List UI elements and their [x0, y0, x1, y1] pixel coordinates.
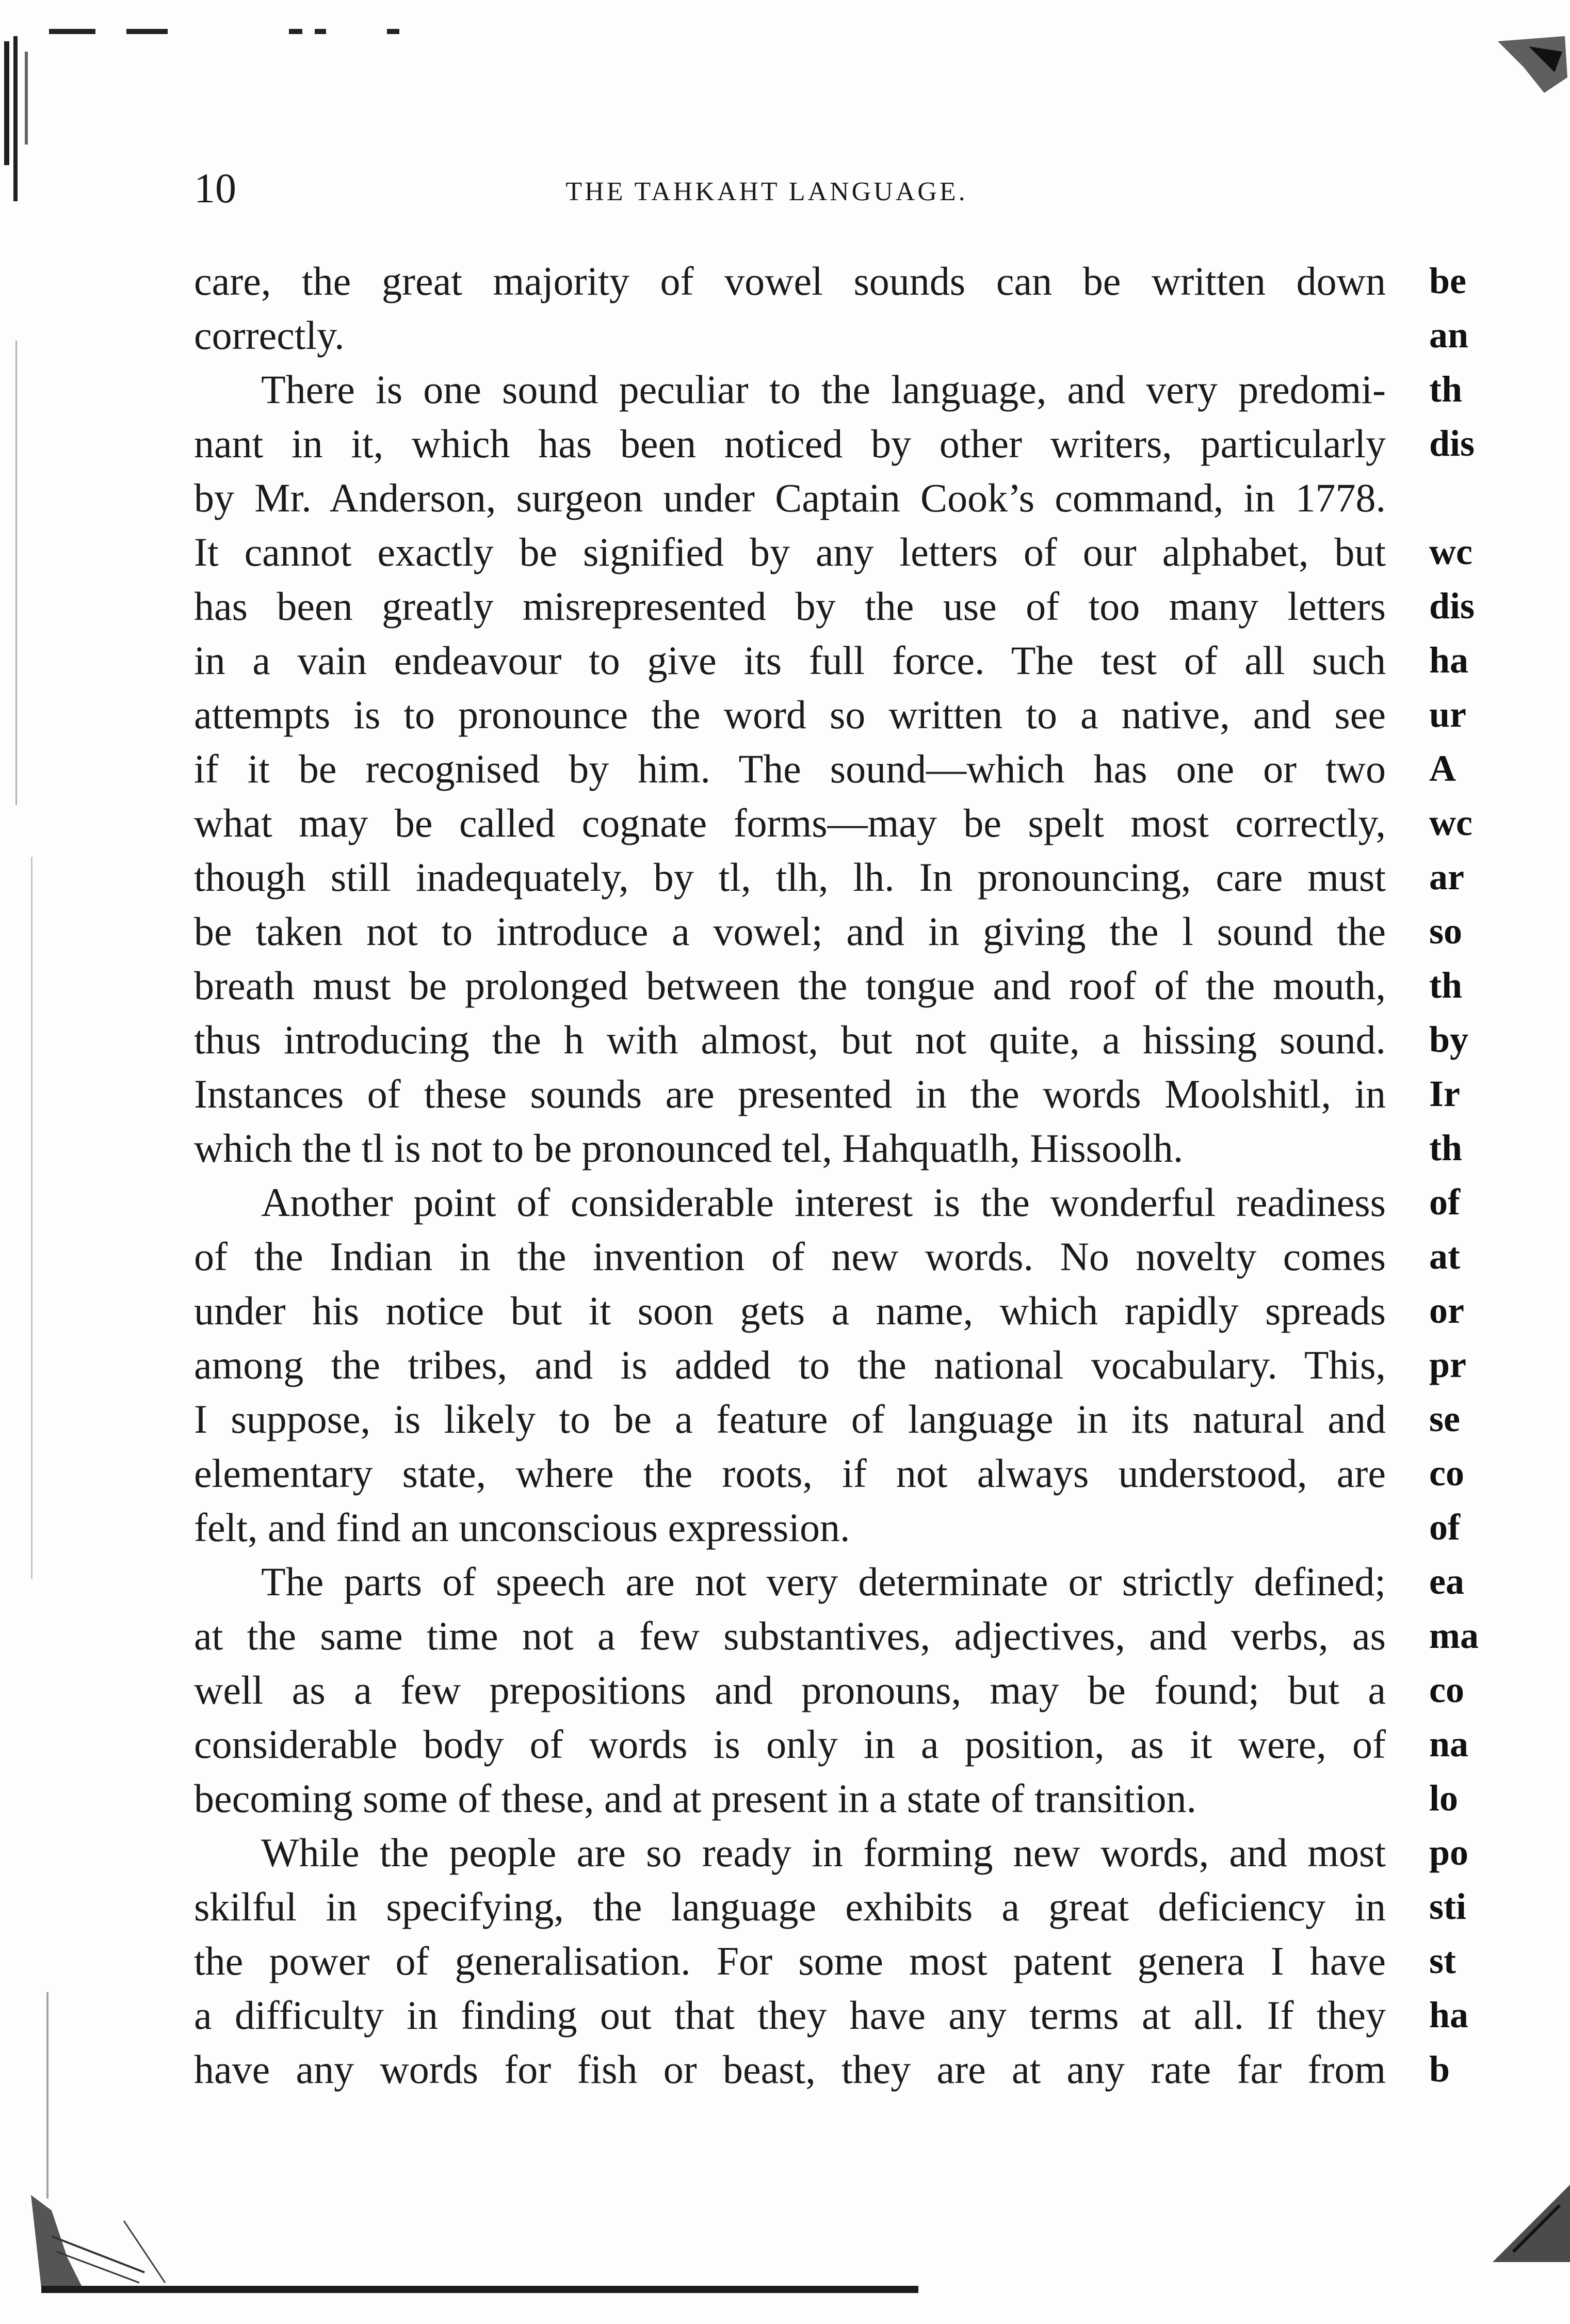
- text-line: well as a few prepositions and pronouns, may be found; but a: [194, 1668, 1386, 1712]
- adjacent-fragment: st: [1429, 1940, 1456, 1981]
- binding-edge-artifact: [0, 31, 62, 2266]
- text-line: under his notice but it soon gets a name, which rapidly spreads: [194, 1288, 1386, 1333]
- text-line: thus introducing the h with almost, but not quite, a hissing sound.: [194, 1017, 1386, 1062]
- adjacent-fragment: ar: [1429, 856, 1464, 897]
- text-line: have any words for fish or beast, they are at any rate far from: [194, 2047, 1386, 2092]
- text-line: by Mr. Anderson, surgeon under Captain Cook’s command, in 1778.: [194, 475, 1386, 520]
- adjacent-fragment: co: [1429, 1452, 1464, 1494]
- text-line: though still inadequately, by tl, tlh, lh. In pronouncing, care must: [194, 855, 1386, 900]
- running-title: THE TAHKAHT LANGUAGE.: [565, 177, 968, 206]
- text-line: at the same time not a few substantives, adjectives, and verbs, as: [194, 1613, 1386, 1658]
- text-line: what may be called cognate forms—may be spelt most correctly,: [194, 800, 1386, 845]
- text-line: becoming some of these, and at present in a state of transition.: [194, 1776, 1196, 1821]
- adjacent-fragment: se: [1429, 1398, 1460, 1439]
- paragraph-2: [194, 362, 1386, 1175]
- text-line: Another point of considerable interest is the wonderful readiness: [261, 1180, 1386, 1225]
- adjacent-fragment: at: [1429, 1236, 1460, 1277]
- adjacent-fragment: wc: [1429, 531, 1472, 572]
- scan-artifact-top: [0, 0, 1570, 46]
- text-line: While the people are so ready in forming new words, and most: [261, 1830, 1386, 1875]
- adjacent-fragment: of: [1429, 1506, 1460, 1548]
- text-line: considerable body of words is only in a position, as it were, of: [194, 1722, 1386, 1767]
- adjacent-fragment: pr: [1429, 1344, 1466, 1385]
- text-line: be taken not to introduce a vowel; and in giving the l sound the: [194, 909, 1386, 954]
- text-line: skilful in specifying, the language exhibits a great deficiency in: [194, 1884, 1386, 1929]
- adjacent-fragment: ha: [1429, 639, 1469, 681]
- adjacent-fragment: [1429, 471, 1570, 525]
- text-line: attempts is to pronounce the word so written to a native, and see: [194, 692, 1386, 737]
- text-line: There is one sound peculiar to the language, and very predomi-: [261, 367, 1386, 412]
- adjacent-fragment: po: [1429, 1832, 1469, 1873]
- text-line: The parts of speech are not very determinate or strictly defined;: [261, 1559, 1386, 1604]
- text-line: nant in it, which has been noticed by other writers, particularly: [194, 421, 1386, 466]
- page-number: 10: [194, 165, 236, 212]
- paragraph-5: [194, 1825, 1386, 2096]
- scan-artifact-bottom-right: [1472, 2143, 1570, 2262]
- text-line: if it be recognised by him. The sound—which has one or two: [194, 746, 1386, 791]
- adjacent-fragment: an: [1429, 314, 1469, 356]
- text-line: correctly.: [194, 313, 345, 358]
- adjacent-fragment: co: [1429, 1669, 1464, 1710]
- adjacent-fragment: A: [1429, 748, 1456, 789]
- adjacent-fragment: dis: [1429, 585, 1475, 627]
- adjacent-fragment: lo: [1429, 1777, 1459, 1819]
- adjacent-fragment: b: [1429, 2048, 1450, 2090]
- adjacent-fragment: or: [1429, 1290, 1464, 1331]
- adjacent-fragment: ha: [1429, 1994, 1469, 2035]
- adjacent-fragment: th: [1429, 368, 1463, 410]
- adjacent-fragment: by: [1429, 1019, 1469, 1060]
- text-line: in a vain endeavour to give its full force. The test of all such: [194, 638, 1386, 683]
- text-line: a difficulty in finding out that they have any terms at all. If they: [194, 1993, 1386, 2038]
- adjacent-page-fragments: [1429, 254, 1570, 2096]
- adjacent-fragment: of: [1429, 1181, 1460, 1223]
- text-line: I suppose, is likely to be a feature of language in its natural and: [194, 1397, 1386, 1441]
- scan-artifact-bottom-rule: [41, 2286, 918, 2293]
- adjacent-fragment: na: [1429, 1723, 1469, 1765]
- text-line: elementary state, where the roots, if not always understood, are: [194, 1451, 1386, 1496]
- text-line: among the tribes, and is added to the national vocabulary. This,: [194, 1342, 1386, 1387]
- adjacent-fragment: dis: [1429, 423, 1475, 464]
- adjacent-fragment: so: [1429, 910, 1463, 952]
- adjacent-fragment: ur: [1429, 694, 1466, 735]
- paragraph-4: [194, 1554, 1386, 1825]
- text-line: felt, and find an unconscious expression.: [194, 1505, 850, 1550]
- scan-artifact-top-right: [1467, 31, 1570, 103]
- body-text: [194, 254, 1386, 2096]
- paragraph-3: [194, 1175, 1386, 1554]
- adjacent-fragment: ma: [1429, 1615, 1479, 1656]
- adjacent-fragment: wc: [1429, 802, 1472, 843]
- text-line: has been greatly misrepresented by the use of too many letters: [194, 584, 1386, 629]
- adjacent-fragment: ea: [1429, 1561, 1464, 1602]
- adjacent-fragment: th: [1429, 1127, 1463, 1168]
- adjacent-fragment: sti: [1429, 1886, 1466, 1927]
- text-line: of the Indian in the invention of new words. No novelty comes: [194, 1234, 1386, 1279]
- running-head: [194, 160, 1133, 217]
- text-line: It cannot exactly be signified by any letters of our alphabet, but: [194, 530, 1386, 574]
- paragraph-1: [194, 254, 1386, 362]
- text-line: the power of generalisation. For some most patent genera I have: [194, 1938, 1386, 1983]
- adjacent-fragment: th: [1429, 965, 1463, 1006]
- text-line: breath must be prolonged between the tongue and roof of the mouth,: [194, 963, 1386, 1008]
- adjacent-fragment: Ir: [1429, 1073, 1460, 1114]
- adjacent-fragment: be: [1429, 260, 1466, 301]
- text-line: which the tl is not to be pronounced tel, Hahquatlh, Hissoolh.: [194, 1126, 1184, 1171]
- text-line: care, the great majority of vowel sounds can be written down: [194, 259, 1386, 303]
- text-line: Instances of these sounds are presented in the words Moolshitl, in: [194, 1071, 1386, 1116]
- scan-artifact-bottom-left: [21, 2133, 175, 2288]
